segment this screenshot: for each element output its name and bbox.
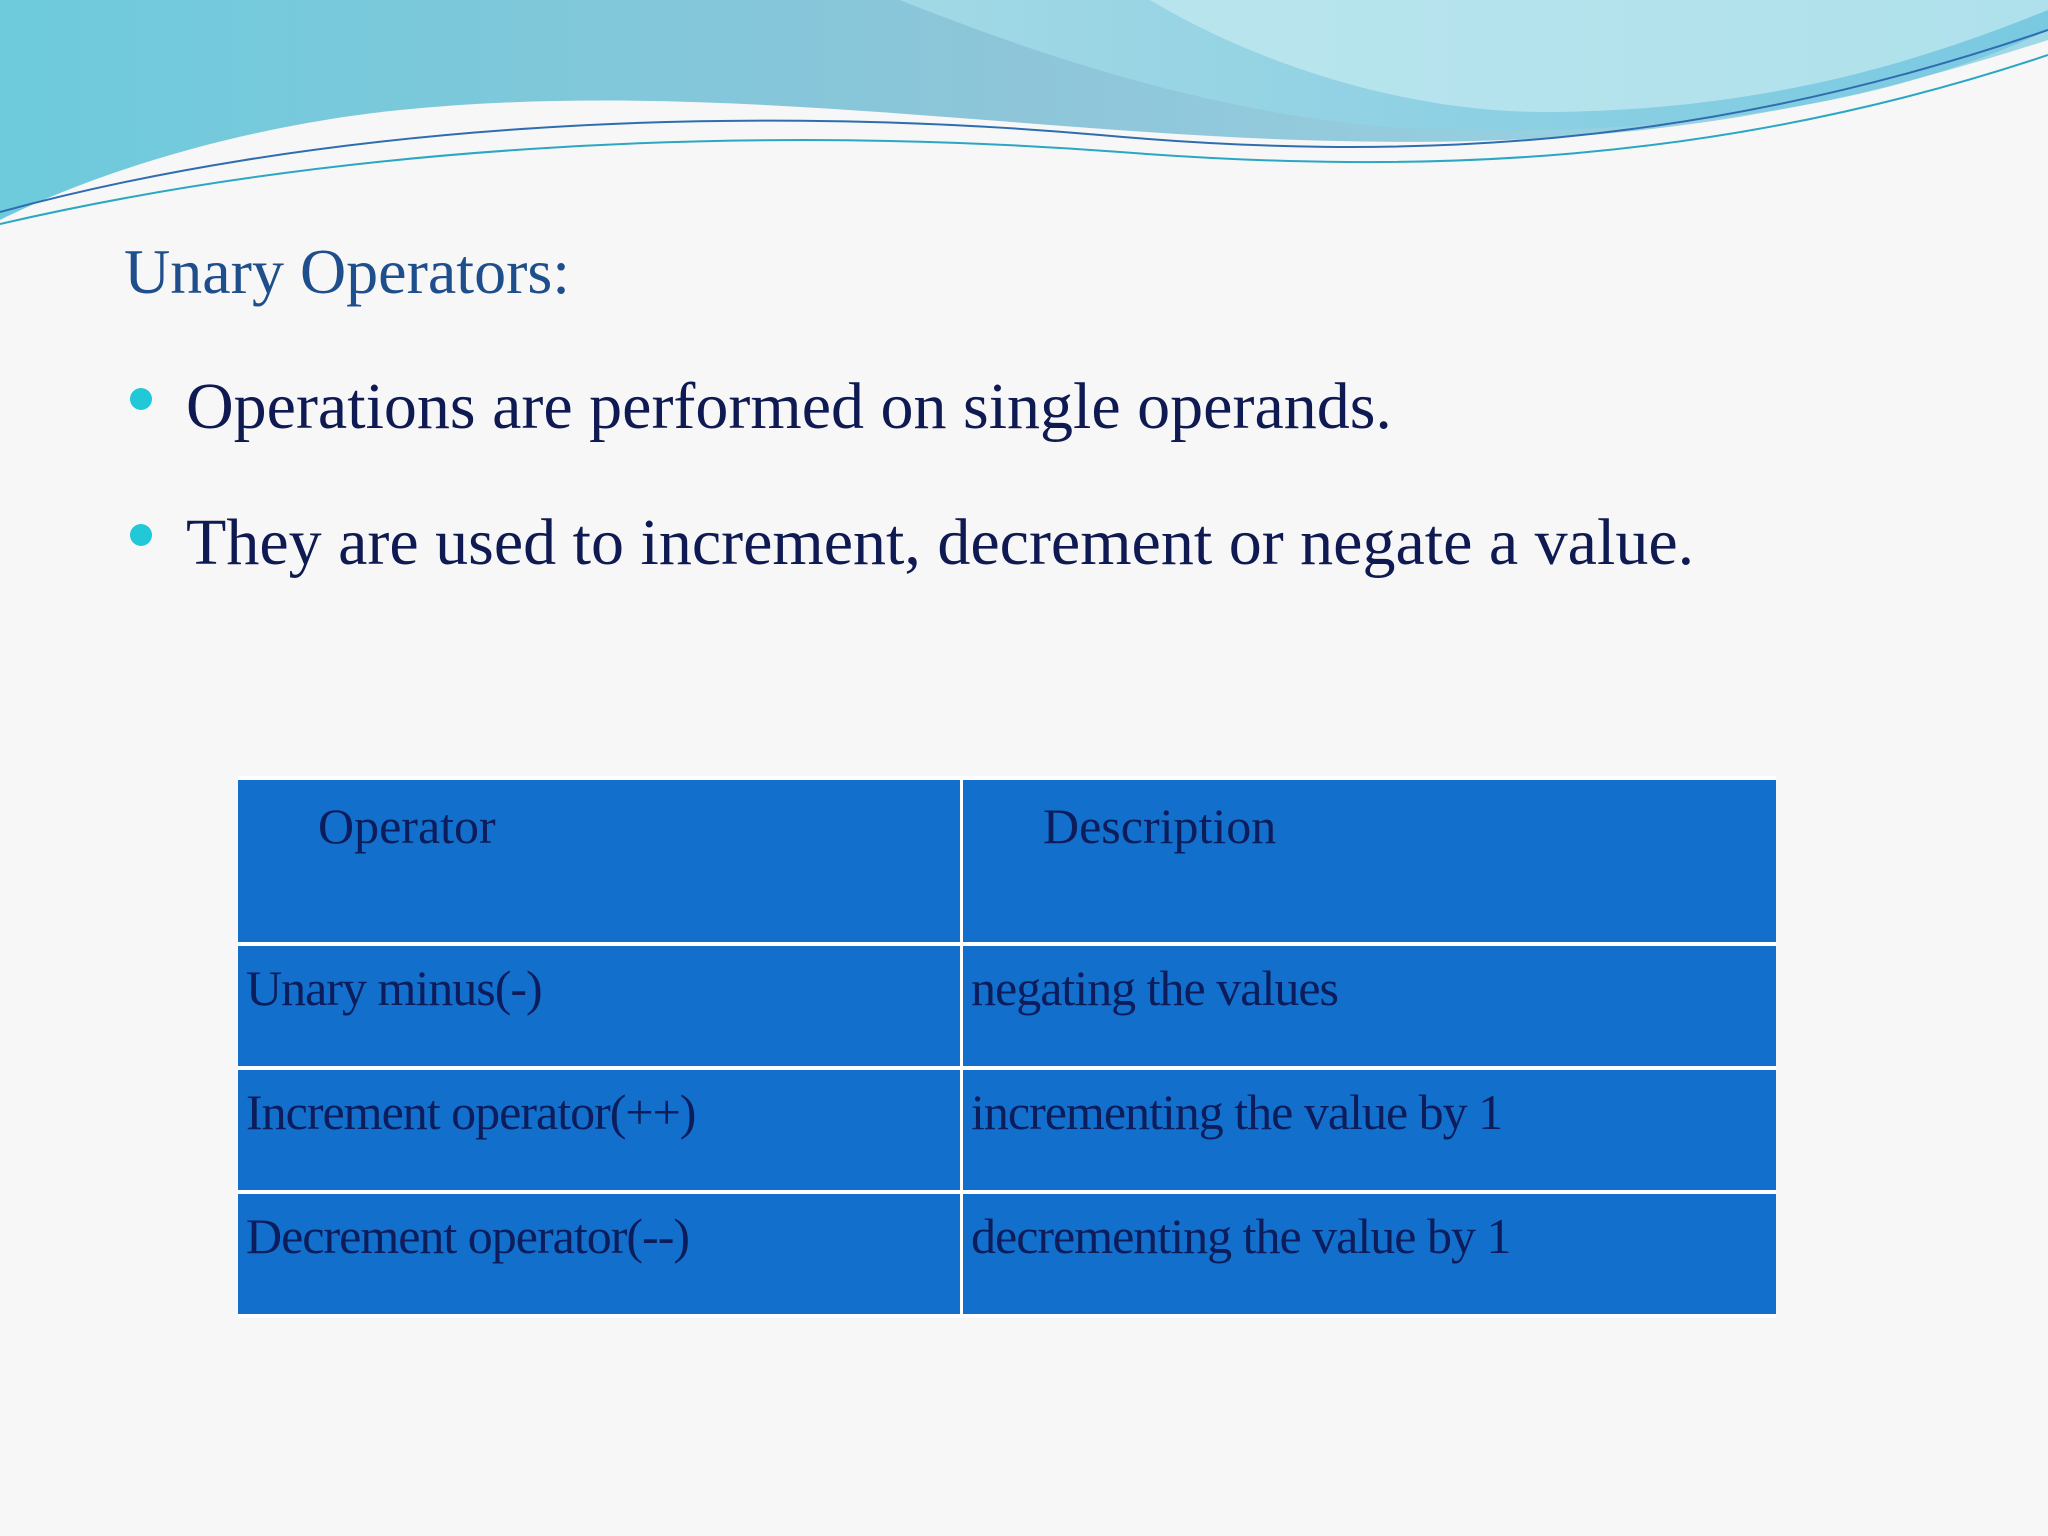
header-cell-operator: Operator [238,780,960,942]
bullet-text: Operations are performed on single operands. [186,370,1392,443]
table-row [238,946,1776,1066]
description-cell: decrementing the value by 1 [960,1194,1776,1314]
operator-cell: Increment operator(++) [238,1070,960,1190]
table-row [238,1070,1776,1190]
operator-cell: Unary minus(-) [238,946,960,1066]
bullet-dot-icon [130,388,152,410]
wave-header-decoration [0,0,2048,240]
slide-title: Unary Operators: [124,236,571,307]
operator-cell: Decrement operator(--) [238,1194,960,1314]
header-cell-description: Description [960,780,1776,942]
bullet-dot-icon [130,524,152,546]
description-cell: incrementing the value by 1 [960,1070,1776,1190]
description-cell: negating the values [960,946,1776,1066]
table-header-row [238,780,1776,942]
bullet-text: They are used to increment, decrement or negate a value. [186,506,1695,579]
operators-table [238,776,1776,1318]
table-row [238,1194,1776,1314]
